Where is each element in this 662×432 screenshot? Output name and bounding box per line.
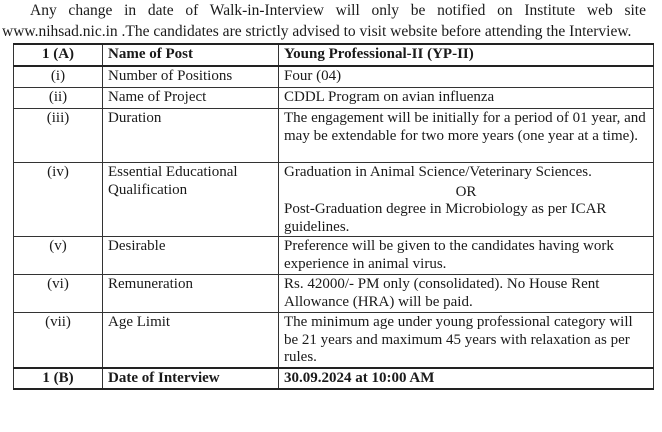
post-details-table — [13, 43, 654, 390]
row-label: Name of Post — [103, 44, 279, 66]
table-row — [14, 237, 654, 275]
row-label: Remuneration — [103, 275, 279, 313]
row-number: 1 (A) — [14, 44, 103, 66]
intro-line-2-text: .The candidates are strictly advised to visit website before attending the Interview. — [117, 23, 632, 40]
row-value: CDDL Program on avian influenza — [279, 88, 654, 109]
row-value: 30.09.2024 at 10:00 AM — [279, 368, 654, 389]
or-separator: OR — [455, 183, 477, 200]
row-label: Essential Educational Qualification — [103, 163, 279, 237]
intro-notice — [0, 0, 662, 42]
row-label: Desirable — [103, 237, 279, 275]
table-row — [14, 275, 654, 313]
row-value: Young Professional-II (YP-II) — [279, 44, 654, 66]
row-number: (iv) — [14, 163, 103, 237]
row-label: Duration — [103, 109, 279, 163]
row-value: Four (04) — [279, 66, 654, 88]
intro-line-1: Any change in date of Walk-in-Interview will only be notified on Institute web site — [30, 2, 646, 19]
table-row — [14, 313, 654, 368]
row-number: (ii) — [14, 88, 103, 109]
table-row — [14, 88, 654, 109]
row-value — [279, 163, 654, 237]
table-footer-row — [14, 368, 654, 389]
row-value: Preference will be given to the candidates having work experience in animal virus. — [279, 237, 654, 275]
row-number: 1 (B) — [14, 368, 103, 389]
row-value: Rs. 42000/- PM only (consolidated). No House Rent Allowance (HRA) will be paid. — [279, 275, 654, 313]
row-number: (iii) — [14, 109, 103, 163]
row-value: The minimum age under young professional category will be 21 years and maximum 45 years with relaxation as per rules. — [279, 313, 654, 368]
table-row — [14, 163, 654, 237]
row-label: Name of Project — [103, 88, 279, 109]
table-row — [14, 109, 654, 163]
qualification-option-b: Post-Graduation degree in Microbiology as per ICAR guidelines. — [284, 201, 607, 235]
row-value: The engagement will be initially for a period of 01 year, and may be extendable for two more years (one year at a time). — [279, 109, 654, 163]
row-number: (vi) — [14, 275, 103, 313]
row-label: Age Limit — [103, 313, 279, 368]
website-link[interactable]: www.nihsad.nic.in — [2, 23, 118, 40]
qualification-option-a: Graduation in Animal Science/Veterinary Sciences. — [284, 164, 592, 180]
table-row — [14, 66, 654, 88]
table-header-row — [14, 44, 654, 66]
row-label: Number of Positions — [103, 66, 279, 88]
row-label: Date of Interview — [103, 368, 279, 389]
intro-line-2 — [0, 21, 662, 42]
row-number: (i) — [14, 66, 103, 88]
row-number: (v) — [14, 237, 103, 275]
row-number: (vii) — [14, 313, 103, 368]
